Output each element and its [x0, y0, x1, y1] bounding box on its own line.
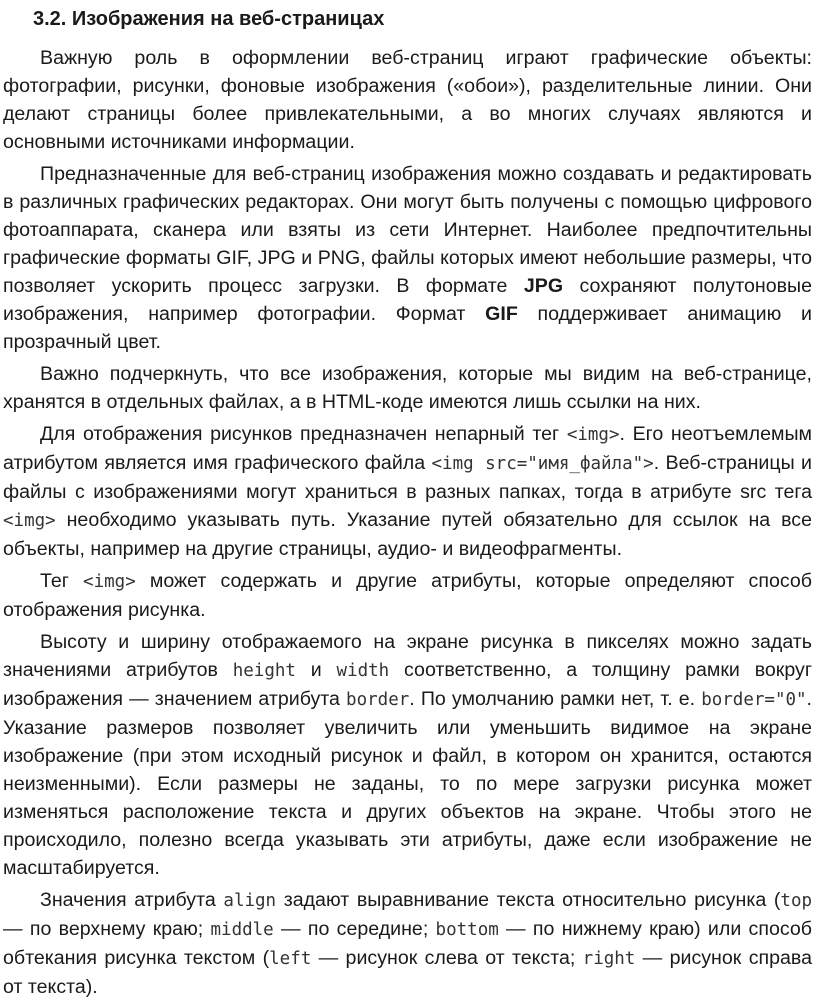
code-align: align — [223, 891, 277, 911]
code-border-zero: border="0" — [701, 690, 807, 710]
text-run: соответственно, а толщину рамки вокруг изображения — значением атрибута — [3, 659, 812, 710]
paragraph-2 — [3, 160, 812, 356]
paragraph-3: Важно подчеркнуть, что все изображения, которые мы видим на веб-странице, хранятся в отдельных файлах, а в HTML-коде имеются лишь ссылки на них. — [3, 363, 812, 413]
text-run: . Его неотъемлемым атрибутом является имя графического файла — [3, 423, 813, 474]
code-middle: middle — [210, 920, 274, 940]
code-width: width — [336, 661, 390, 681]
paragraph-4 — [3, 420, 812, 563]
text-run: Предназначенные для веб-страниц изображения можно создавать и редактировать в различных графических редакторах. Они могут быть получены с помощью цифрового фотоаппарата, сканера или взяты из сети Интернет. Наиболее предпочтительны графические форматы GIF, JPG и PNG, файлы которых имеют небольшие размеры, что позволяет ускорить процесс загрузки. В формате — [3, 163, 812, 297]
code-img-tag: <img> — [566, 425, 620, 445]
format-gif: GIF — [485, 303, 518, 325]
text-run: Тег — [40, 570, 84, 592]
code-img-src: <img src="имя_файла"> — [431, 454, 654, 474]
code-left: left — [269, 949, 312, 969]
code-right: right — [582, 949, 636, 969]
text-run: поддерживает анимацию и прозрачный цвет. — [3, 303, 812, 353]
text-run: — по нижнему краю) или способ обтекания рисунка текстом ( — [3, 918, 812, 969]
text-run: — рисунок слева от текста; — [311, 947, 583, 969]
text-run: Высоту и ширину отображаемого на экране рисунка в пикселях можно задать значениями атрибутов — [3, 631, 812, 681]
code-img-tag: <img> — [83, 572, 136, 592]
text-run: Значения атрибута — [40, 889, 224, 911]
text-run: — по середине; — [273, 918, 436, 940]
text-run: сохраняют полутоновые изображения, например фотографии. Формат — [3, 275, 812, 325]
text-run: . По умолчанию рамки нет, т. е. — [409, 688, 702, 710]
format-jpg: JPG — [523, 275, 564, 297]
section-heading: 3.2. Изображения на веб-страницах — [33, 8, 385, 30]
code-top: top — [780, 891, 813, 911]
text-run: — рисунок справа от текста). — [3, 947, 812, 998]
code-bottom: bottom — [435, 920, 499, 940]
code-height: height — [232, 661, 296, 681]
text-run: . Веб-страницы и файлы с изображениями могут храниться в разных папках, тогда в атрибуте src тега — [3, 452, 812, 503]
paragraph-6 — [3, 628, 812, 882]
text-run: и — [295, 659, 337, 681]
text-run: Для отображения рисунков предназначен непарный тег — [40, 423, 567, 445]
code-border: border — [346, 690, 410, 710]
paragraph-5 — [3, 567, 812, 624]
text-run: может содержать и другие атрибуты, которые определяют способ отображения рисунка. — [3, 570, 812, 621]
paragraph-7 — [3, 886, 812, 1001]
text-run: — по верхнему краю; — [3, 918, 211, 940]
code-img-tag: <img> — [3, 511, 56, 531]
text-run: задают выравнивание текста относительно рисунка ( — [276, 889, 781, 911]
text-run: необходимо указывать путь. Указание путей обязательно для ссылок на все объекты, например на другие страницы, аудио- и видеофрагменты. — [3, 509, 812, 560]
paragraph-1: Важную роль в оформлении веб-страниц играют графические объекты: фотографии, рисунки, фоновые изображения («обои»), разделительные линии. Они делают страницы более привлекательными, а во многих случаях являются и основными источниками информации. — [3, 47, 812, 153]
text-run: . Указание размеров позволяет увеличить или уменьшить видимое на экране изображение (при этом исходный рисунок и файл, в котором он хранится, остаются неизменными). Если размеры не заданы, то по мере загрузки рисунка может изменяться расположение текста и других объектов на экране. Чтобы этого не происходило, полезно всегда указывать эти атрибуты, даже если изображение не масштабируется. — [3, 688, 812, 879]
